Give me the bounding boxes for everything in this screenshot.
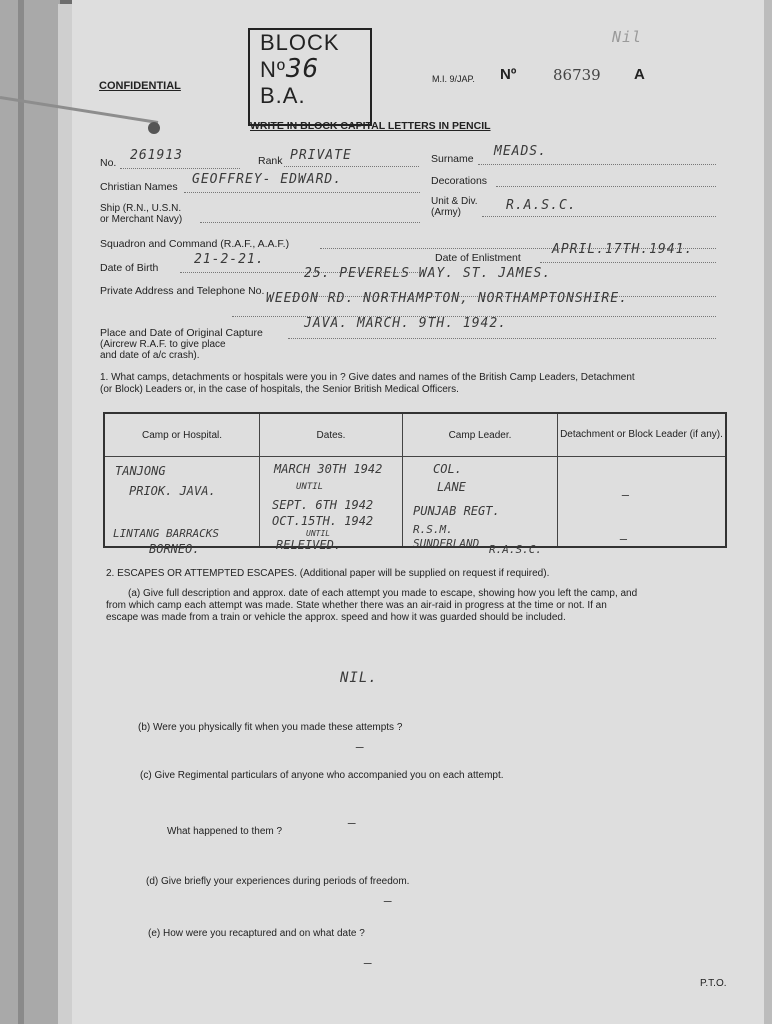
question-2-heading: 2. ESCAPES OR ATTEMPTED ESCAPES. (Additional paper will be supplied on request if required). — [106, 568, 550, 579]
block-stamp — [248, 28, 372, 126]
squadron-label: Squadron and Command (R.A.F., A.A.F.) — [100, 238, 290, 250]
surname-value: MEADS. — [494, 144, 547, 159]
binder-cover — [0, 0, 60, 1024]
binder-spine — [18, 0, 24, 1024]
question-2c: (c) Give Regimental particulars of anyone who accompanied you on each attempt. — [140, 770, 504, 781]
page-turn-over: P.T.O. — [700, 978, 727, 989]
no-label: No. — [100, 157, 117, 169]
detachment-cell: – – — [620, 488, 630, 546]
serial-number: 86739 — [553, 66, 601, 84]
header-camp: Camp or Hospital. — [104, 413, 260, 457]
question-2c-followup: What happened to them ? — [167, 826, 283, 837]
camps-table — [103, 412, 727, 556]
surname-label: Surname — [431, 153, 474, 165]
christian-names-value: GEOFFREY- EDWARD. — [192, 172, 343, 187]
dates-cell: MARCH 30TH 1942 UNTIL SEPT. 6TH 1942 OCT.15TH. 1942 UNTIL RELEIVED. — [260, 457, 403, 548]
instruction-banner: WRITE IN BLOCK CAPITAL LETTERS IN PENCIL — [250, 120, 491, 132]
header-dates: Dates. — [260, 413, 403, 457]
question-2d: (d) Give briefly your experiences during periods of freedom. — [146, 876, 410, 887]
rank-label: Rank — [258, 155, 283, 167]
form-reference: M.I. 9/JAP. — [432, 74, 475, 84]
address-line-1: 25. PEVERELS WAY. ST. JAMES. — [304, 266, 552, 281]
question-2e-answer: – — [364, 956, 373, 971]
capture-value: JAVA. MARCH. 9TH. 1942. — [304, 316, 508, 331]
stamp-line-ba: B.A. — [260, 83, 306, 108]
header-leader: Camp Leader. — [403, 413, 558, 457]
question-2b-answer: – — [356, 740, 365, 755]
rank-value: PRIVATE — [290, 148, 352, 163]
escape-answer: NIL. — [340, 670, 378, 686]
enlistment-value: APRIL.17TH.1941. — [552, 242, 694, 257]
question-2b: (b) Were you physically fit when you made these attempts ? — [138, 722, 403, 733]
question-2e: (e) How were you recaptured and on what date ? — [148, 928, 365, 939]
dob-label: Date of Birth — [100, 262, 159, 274]
question-1: 1. What camps, detachments or hospitals were you in ? Give dates and names of the British Camp Leaders, Detachment (or Block) Leaders or, in the case of hospitals, the Senior British Medical Officers. — [100, 372, 635, 395]
enlistment-label: Date of Enlistment — [435, 252, 521, 264]
dob-value: 21-2-21. — [194, 252, 265, 267]
leader-cell: COL. LANE PUNJAB REGT. R.S.M. SUNDERLAND R.A.S.C. — [403, 457, 558, 548]
form-sheet — [72, 0, 764, 1024]
confidential-label: CONFIDENTIAL — [99, 80, 181, 92]
ship-label: Ship (R.N., U.S.N. or Merchant Navy) — [100, 203, 183, 225]
address-label: Private Address and Telephone No. — [100, 285, 265, 297]
service-number: 261913 — [130, 148, 183, 163]
christian-names-label: Christian Names — [100, 181, 178, 193]
serial-suffix: A — [634, 66, 645, 83]
string-knot — [148, 122, 160, 134]
stamp-line-number: Nº36 — [260, 54, 320, 84]
header-detachment: Detachment or Block Leader (if any). — [558, 413, 727, 457]
address-line-2: WEEDON RD. NORTHAMPTON, NORTHAMPTONSHIRE. — [266, 291, 628, 306]
number-symbol: Nº — [500, 66, 517, 83]
decorations-label: Decorations — [431, 175, 488, 187]
corner-note: Nil — [612, 28, 643, 46]
question-2a: (a) Give full description and approx. date of each attempt you made to escape, showing how you left the camp, and from which camp each attempt was made. State whether there was an air-raid in progress at the time or not. If an escape was made from a train or vehicle the approx. speed and how it was guarded should be included. — [106, 588, 638, 623]
question-2c-answer: – — [348, 816, 357, 831]
unit-value: R.A.S.C. — [506, 198, 577, 213]
camp-cell: TANJONG PRIOK. JAVA. LINTANG BARRACKS BORNEO. — [104, 457, 260, 548]
stamp-line-block: BLOCK — [260, 30, 340, 55]
unit-label: Unit & Div. (Army) — [431, 196, 478, 218]
question-2d-answer: – — [384, 894, 393, 909]
capture-label: Place and Date of Original Capture (Aircrew R.A.F. to give place and date of a/c crash). — [100, 327, 263, 361]
